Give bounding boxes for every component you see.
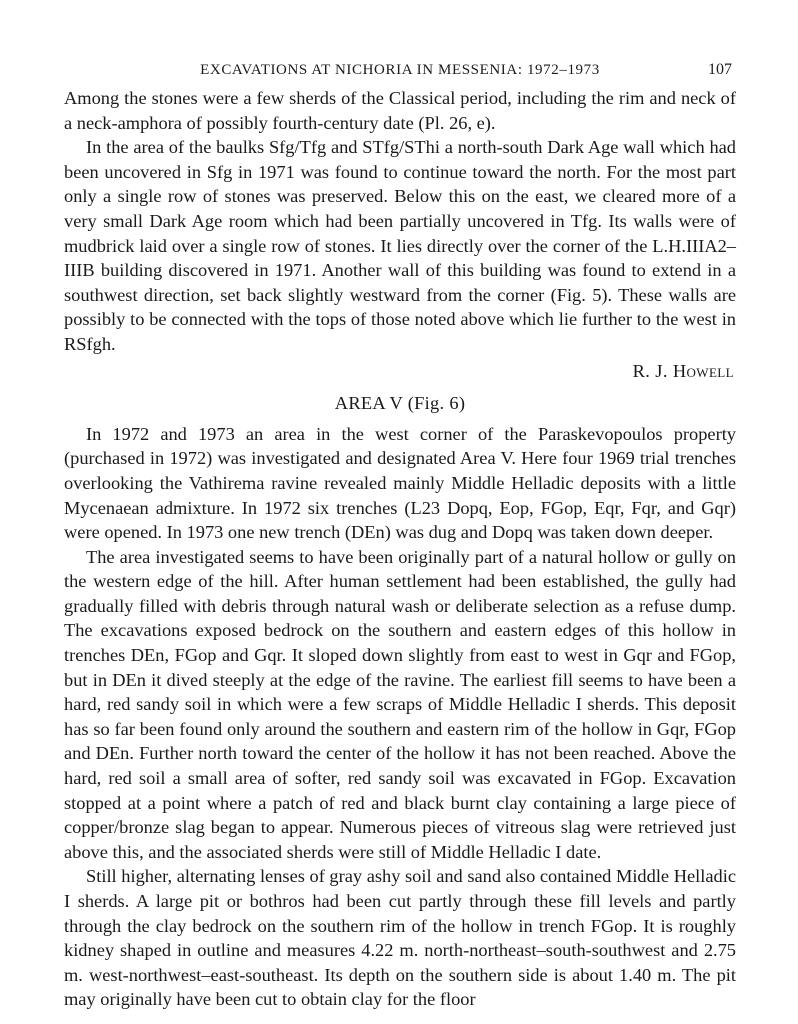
section-heading: AREA V (Fig. 6) xyxy=(334,393,466,414)
running-head xyxy=(64,58,736,82)
paragraph-bothros: Still higher, alternating lenses of gray ashy soil and sand also contained Middle Helladic I sherds. A large pit or bothros had been cut partly through these fill levels and partly through the clay bedrock on the southern rim of the hollow in trench FGop. It is roughly kidney shaped in outline and measures 4.22 m. north-northeast–south-southwest and 2.75 m. west-northwest–east-southeast. Its depth on the southern side is about 1.40 m. The pit may originally have been cut to obtain clay for the floor xyxy=(64,866,736,1010)
paragraph-baulks: In the area of the baulks Sfg/Tfg and STfg/SThi a north-south Dark Age wall which had been uncovered in Sfg in 1971 was found to continue toward the north. For the most part only a single row of stones was preserved. Below this on the east, we cleared more of a very small Dark Age room which had been partially uncovered in Tfg. Its walls were of mudbrick laid over a single row of stones. It lies directly over the corner of the L.H.IIIA2–IIIB building discovered in 1971. Another wall of this building was found to extend in a southwest direction, set back slightly westward from the corner (Fig. 5). These walls are possibly to be connected with the tops of those noted above which lie further to the west in RSfgh. xyxy=(64,137,736,354)
running-title: EXCAVATIONS AT NICHORIA IN MESSENIA: 1972–1973 xyxy=(200,62,600,78)
paragraph-continued: Among the stones were a few sherds of the Classical period, including the rim and neck of a neck-amphora of possibly fourth-century date (Pl. 26, e). xyxy=(64,88,736,133)
paragraph-area-v-intro: In 1972 and 1973 an area in the west corner of the Paraskevopoulos property (purchased in 1972) was investigated and designated Area V. Here four 1969 trial trenches overlooking the Vathirema ravine revealed mainly Middle Helladic deposits with a little Mycenaean admixture. In 1972 six trenches (L23 Dopq, Eop, FGop, Eqr, Fqr, and Gqr) were opened. In 1973 one new trench (DEn) was dug and Dopq was taken down deeper. xyxy=(64,423,736,543)
author-signature: R. J. Howell xyxy=(632,360,734,381)
page xyxy=(64,58,736,1012)
page-number: 107 xyxy=(708,61,732,78)
body-text xyxy=(64,86,736,1012)
paragraph-hollow: The area investigated seems to have been originally part of a natural hollow or gully on the western edge of the hill. After human settlement had been established, the gully had gradually filled with debris through natural wash or deliberate selection as a refuse dump. The excavations exposed bedrock on the southern and eastern edges of this hollow in trenches DEn, FGop and Gqr. It sloped down slightly from east to west in Gqr and FGop, but in DEn it dived steeply at the edge of the ravine. The earliest fill seems to have been a hard, red sandy soil in which were a few scraps of Middle Helladic I sherds. This deposit has so far been found only around the southern and eastern rim of the hollow in Gqr, FGop and DEn. Further north toward the center of the hollow it has not been reached. Above the hard, red soil a small area of softer, red sandy soil was excavated in FGop. Excavation stopped at a point where a patch of red and black burnt clay containing a large piece of copper/bronze slag began to appear. Numerous pieces of vitreous slag were retrieved just above this, and the associated sherds were still of Middle Helladic I date. xyxy=(64,546,736,862)
